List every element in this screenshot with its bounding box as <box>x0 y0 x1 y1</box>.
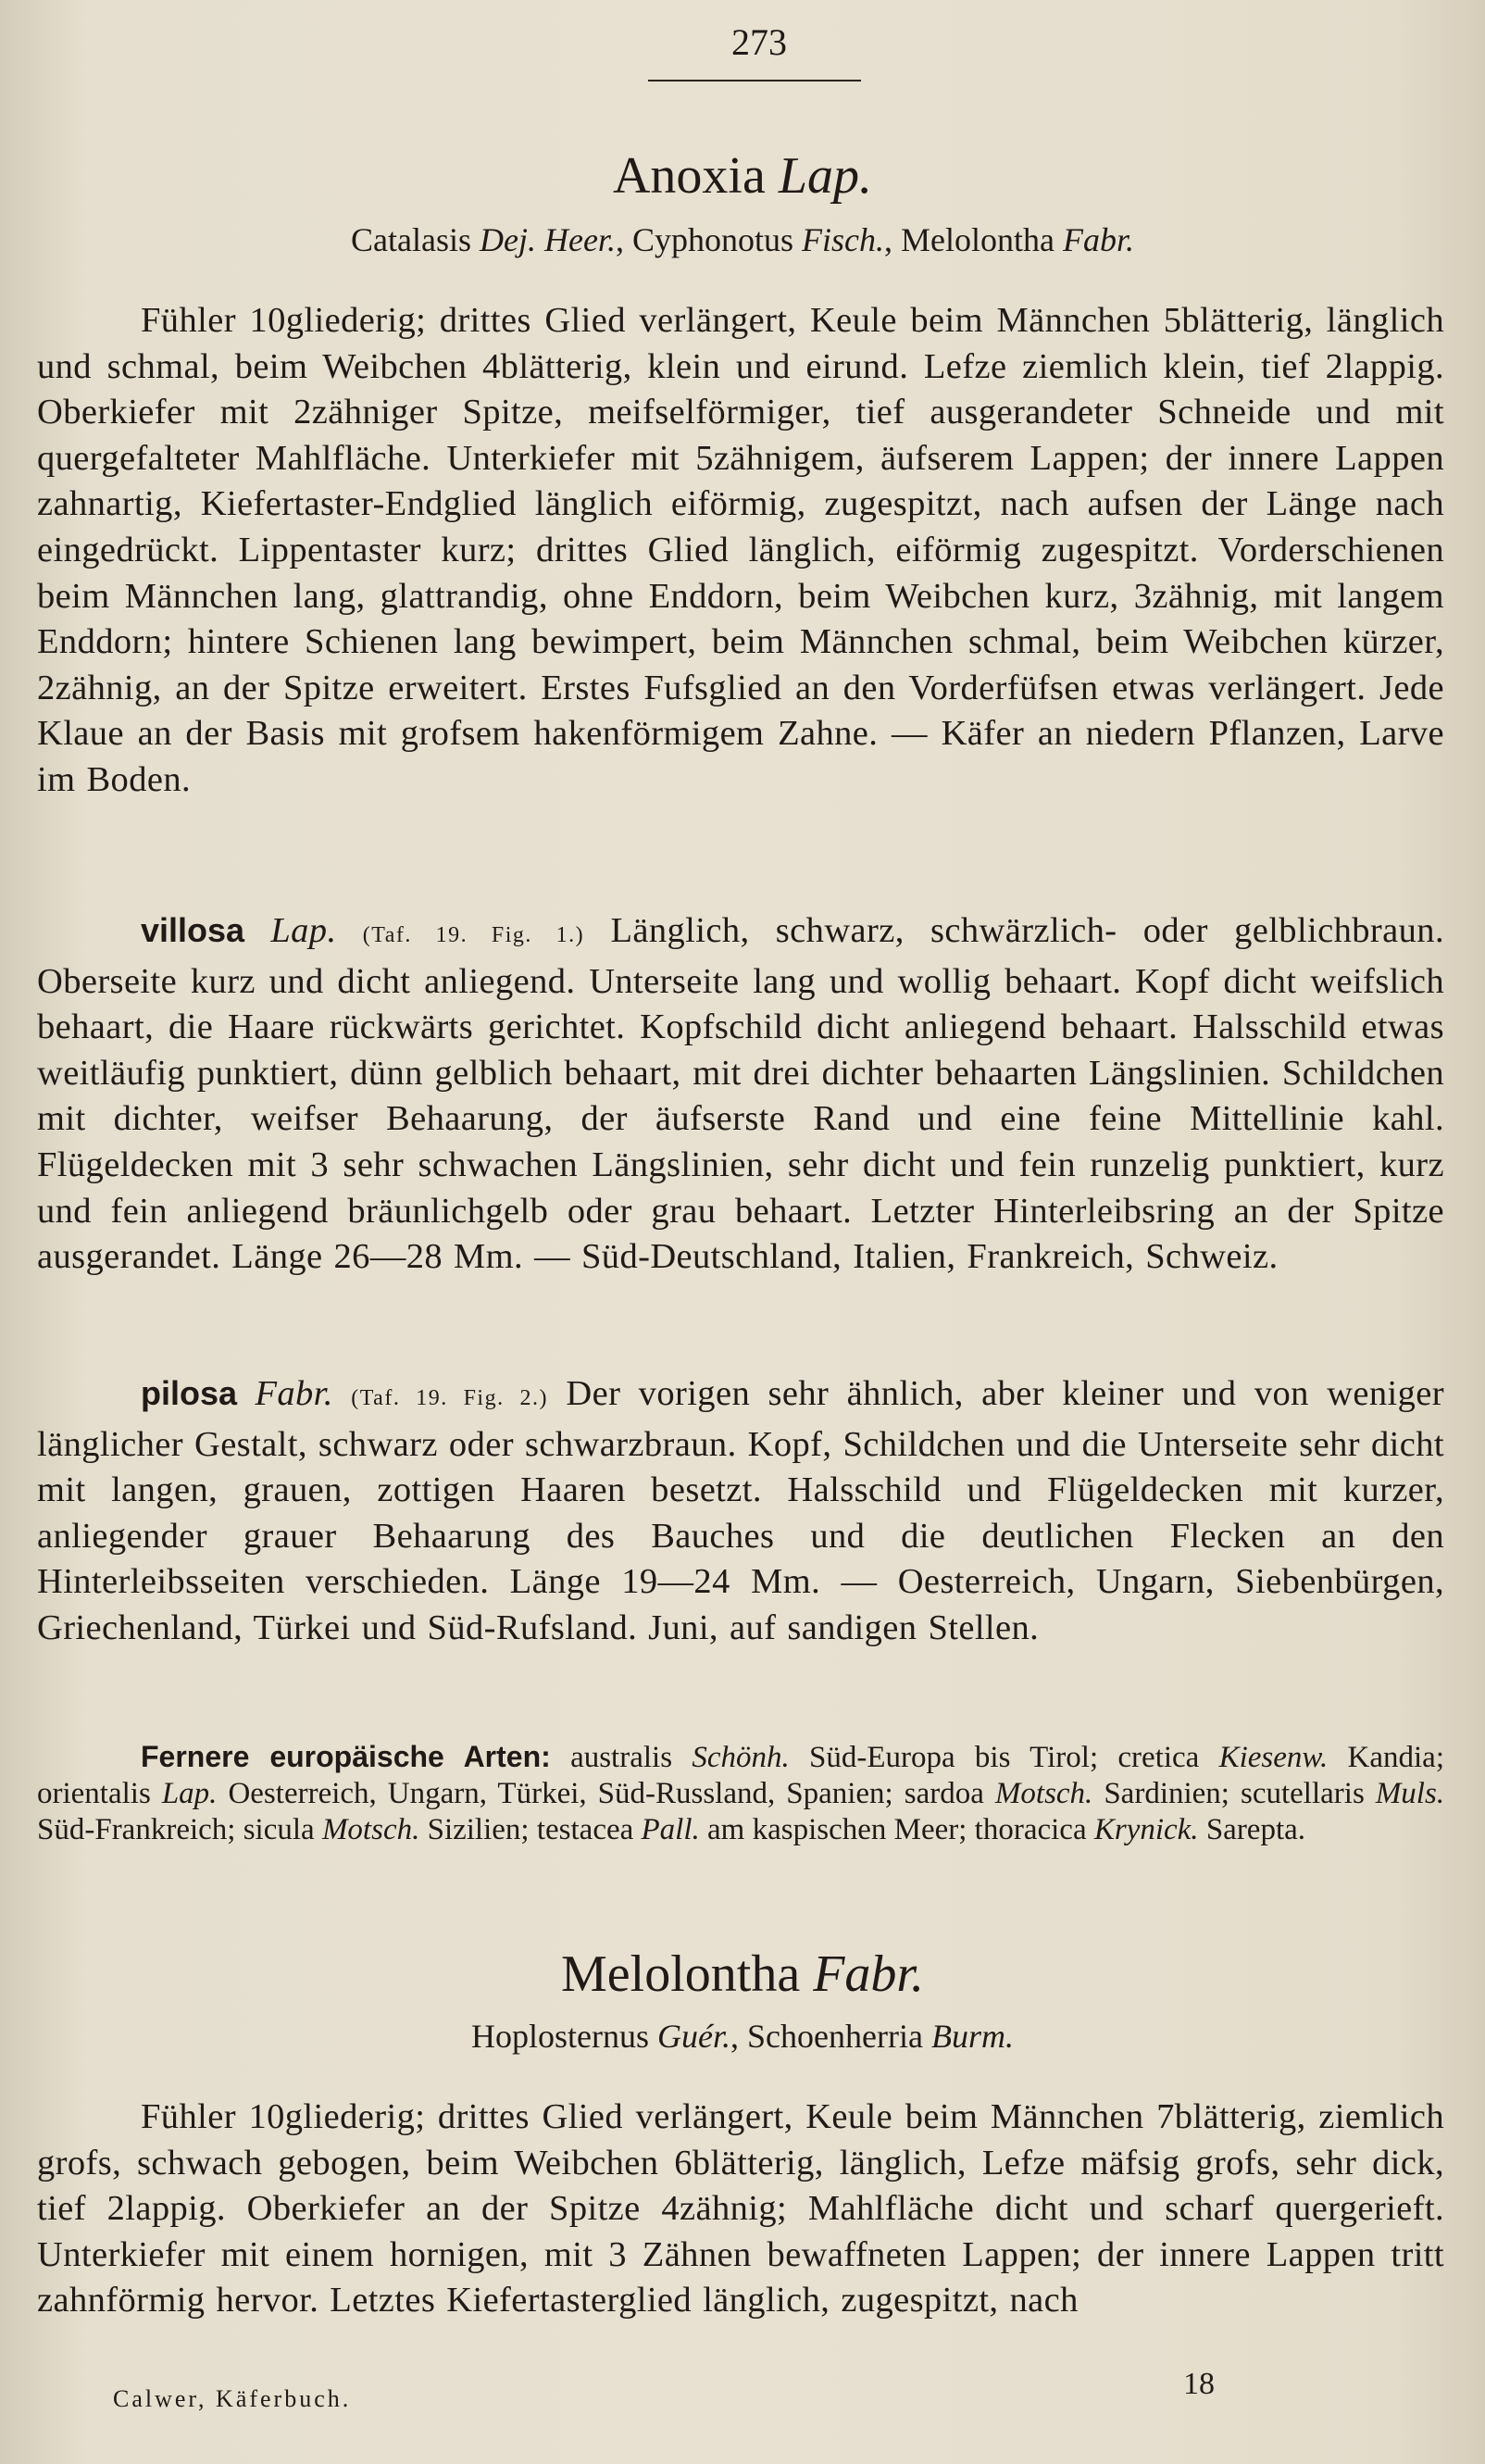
synonym-name: Melolontha <box>900 221 1054 258</box>
genus-name: Melolontha <box>561 1945 801 2003</box>
footer-book-title: Calwer, Käferbuch. <box>113 2385 352 2412</box>
species-name: villosa <box>141 911 245 949</box>
page-number-rule <box>648 80 861 81</box>
genus-synonyms-melolontha: Hoplosternus Guér., Schoenherria Burm. <box>471 2018 1014 2055</box>
footer-signature-mark: 18 <box>1183 2367 1215 2401</box>
species-entry-villosa <box>37 907 1444 1281</box>
further-species-item: orientalis Lap. Oesterreich, Ungarn, Türkei, Süd-Russland, Spanien; <box>37 1777 893 1810</box>
genus-author: Lap. <box>778 147 872 205</box>
further-species-label: Fernere europäische Arten: <box>141 1740 551 1773</box>
synonym-author: Dej. Heer. <box>480 221 616 258</box>
synonym-name: Schoenherria <box>747 2018 923 2055</box>
further-species-item: scutellaris Muls. Süd-Frankreich; <box>37 1777 1445 1846</box>
further-species-item: cretica Kiesenw. Kandia; <box>1117 1741 1444 1774</box>
synonym-author: Guér. <box>657 2018 731 2055</box>
page-number: 273 <box>731 21 787 63</box>
synonym-author: Fabr. <box>1062 221 1134 258</box>
genus-name: Anoxia <box>612 147 766 205</box>
further-species-item: testacea Pall. am kaspischen Meer; <box>536 1813 967 1846</box>
further-species-item: thoracica Krynick. Sarepta. <box>974 1813 1306 1846</box>
species-author: Fabr. <box>255 1374 333 1413</box>
genus-heading-anoxia <box>0 146 1485 206</box>
synonym-author: Fisch. <box>801 221 884 258</box>
further-species-list <box>37 1739 1444 1848</box>
further-species-item: sicula Motsch. Sizilien; <box>243 1813 530 1846</box>
synonym-author: Burm. <box>930 2018 1014 2055</box>
further-species-item: sardoa Motsch. Sardinien; <box>904 1777 1229 1810</box>
species-description: Der vorigen sehr ähnlich, aber kleiner und von weniger länglicher Gestalt, schwarz oder schwarzbraun. Kopf, Schildchen und die Unterseite sehr dicht mit langen, grauen, zottigen Haaren besetzt. Halsschild und Flügeldecken mit kurzer, anliegender grauer Behaarung des Bauches und die deutlichen Flecken an den Hinterleibsseiten verschieden. Länge 19—24 Mm. — Oesterreich, Ungarn, Siebenbürgen, Griechenland, Türkei und Süd-Rufsland. Juni, auf sandigen Stellen. <box>37 1374 1445 1647</box>
further-species-item: australis Schönh. Süd-Europa bis Tirol; <box>570 1741 1099 1774</box>
synonym-name: Hoplosternus <box>471 2018 650 2055</box>
synonym-name: Cyphonotus <box>631 221 793 258</box>
species-entry-pilosa <box>37 1370 1444 1652</box>
genus-synonyms-anoxia: Catalasis Dej. Heer., Cyphonotus Fisch., Melolontha Fabr. <box>351 221 1134 258</box>
genus-heading-melolontha <box>0 1945 1485 2004</box>
synonym-name: Catalasis <box>351 221 471 258</box>
species-description: Länglich, schwarz, schwärzlich- oder gelblichbraun. Oberseite kurz und dicht anliegend. Unterseite lang und wollig behaart. Kopf dicht weifslich behaart, die Haare rückwärts gerichtet. Kopfschild dicht anliegend behaart. Halsschild etwas weitläufig punktiert, dünn gelblich behaart, mit drei dichter behaarten Längslinien. Schildchen mit dichter, weifser Behaarung, der äufserste Rand und eine feine Mittellinie kahl. Flügeldecken mit 3 sehr schwachen Längslinien, sehr dicht und fein runzelig punktiert, kurz und fein anliegend bräunlichgelb oder grau behaart. Letzter Hinterleibsring an der Spitze ausgerandet. Länge 26—28 Mm. — Süd-Deutschland, Italien, Frankreich, Schweiz. <box>37 911 1444 1277</box>
plate-reference: (Taf. 19. Fig. 2.) <box>351 1386 548 1410</box>
genus-author: Fabr. <box>813 1945 924 2003</box>
plate-reference: (Taf. 19. Fig. 1.) <box>362 923 585 947</box>
genus-description-anoxia: Fühler 10gliederig; drittes Glied verlängert, Keule beim Männchen 5blätterig, länglich und schmal, beim Weibchen 4blätterig, klein und eirund. Lefze ziemlich klein, tief 2lappig. Oberkiefer mit 2zähniger Spitze, meifselförmiger, tief ausgerandeter Schneide und mit quergefalteter Mahlfläche. Unterkiefer mit 5zähnigem, äufserem Lappen; der innere Lappen zahnartig, Kiefertaster-Endglied länglich eiförmig, zugespitzt, nach aufsen der Länge nach eingedrückt. Lippentaster kurz; drittes Glied länglich, eiförmig zugespitzt. Vorderschienen beim Männchen lang, glattrandig, ohne Enddorn, beim Weibchen kurz, 3zähnig, mit langem Enddorn; hintere Schienen lang bewimpert, beim Männchen schmal, beim Weibchen kürzer, 2zähnig, an der Spitze erweitert. Erstes Fufsglied an den Vorderfüfsen etwas verlängert. Jede Klaue an der Basis mit grofsem hakenförmigem Zahne. — Käfer an niedern Pflanzen, Larve im Boden. <box>37 301 1444 799</box>
species-author: Lap. <box>270 911 337 950</box>
genus-description-melolontha: Fühler 10gliederig; drittes Glied verlängert, Keule beim Männchen 7blätterig, ziemlich grofs, schwach gebogen, beim Weibchen 6blätterig, länglich, Lefze mäfsig grofs, sehr dick, tief 2lappig. Oberkiefer an der Spitze 4zähnig; Mahlfläche dicht und scharf quergerieft. Unterkiefer mit einem hornigen, mit 3 Zähnen bewaffneten Lappen; der innere Lappen tritt zahnförmig hervor. Letztes Kiefertasterglied länglich, zugespitzt, nach <box>37 2097 1444 2320</box>
species-name: pilosa <box>141 1374 238 1412</box>
